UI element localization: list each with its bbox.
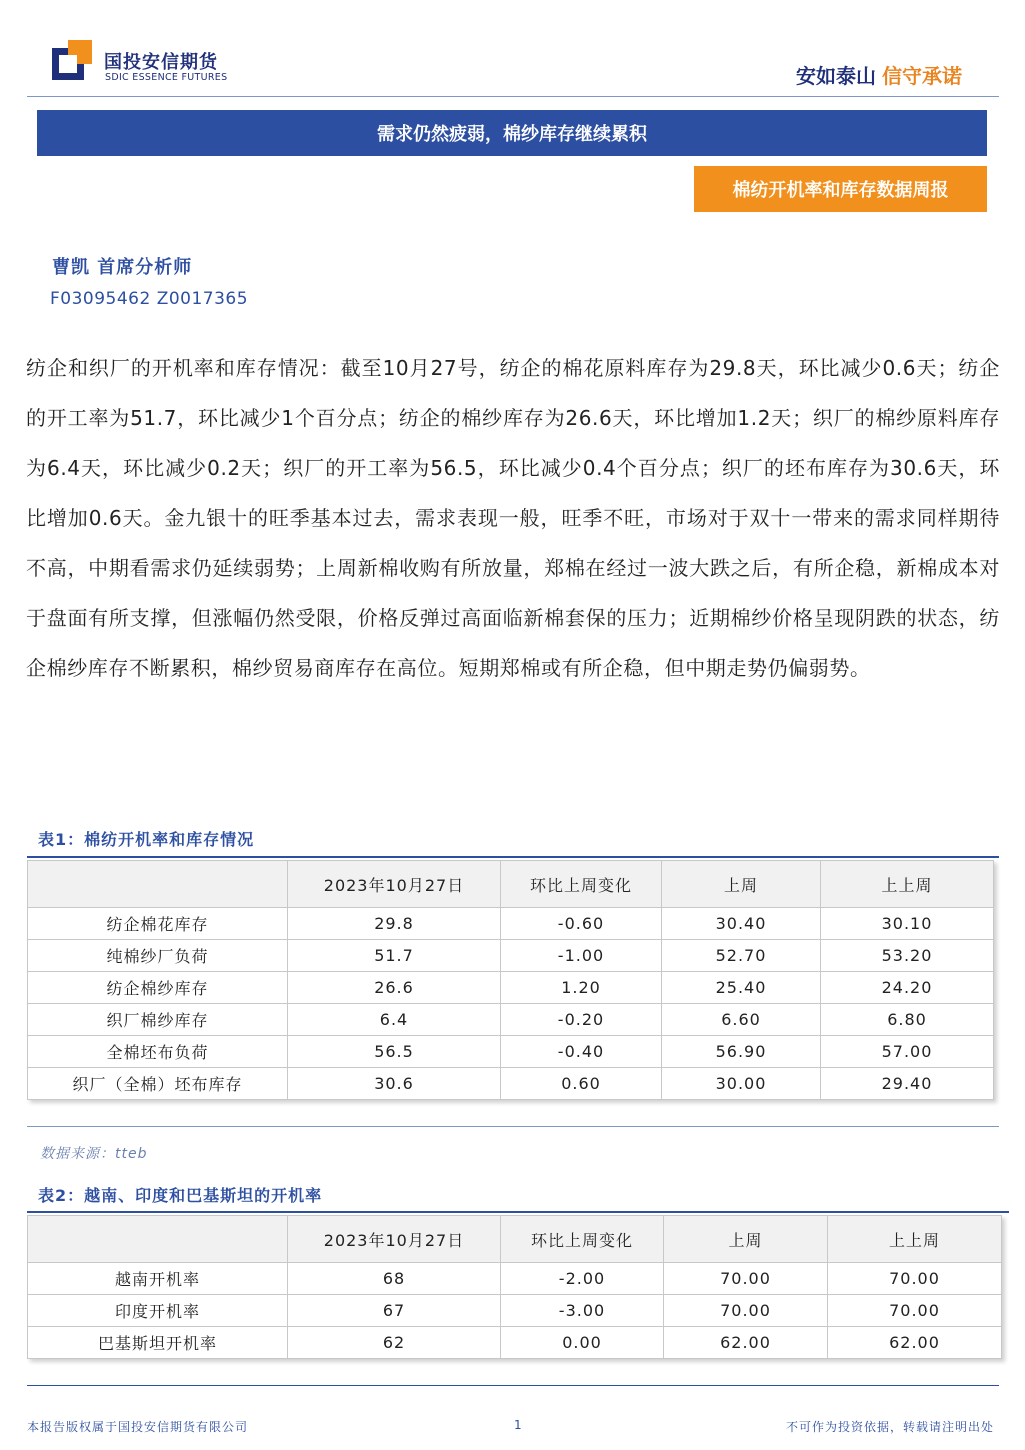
table-cell: 30.00 bbox=[662, 1068, 821, 1100]
table-cell: 68 bbox=[288, 1263, 501, 1295]
analyst-name: 曹凯 首席分析师 bbox=[52, 257, 193, 278]
table-cell: 62.00 bbox=[664, 1327, 828, 1359]
table-header-row bbox=[28, 861, 994, 908]
table-cell: -3.00 bbox=[501, 1295, 664, 1327]
table-header-cell: 上周 bbox=[664, 1216, 828, 1263]
table-header-cell: 2023年10月27日 bbox=[288, 861, 501, 908]
table-cell: 62 bbox=[288, 1327, 501, 1359]
company-logo-mark bbox=[52, 40, 92, 80]
table-cell: 56.90 bbox=[662, 1036, 821, 1068]
table-cell: 70.00 bbox=[828, 1263, 1002, 1295]
table-cell: 57.00 bbox=[821, 1036, 994, 1068]
table-row bbox=[28, 972, 994, 1004]
table-cell: 70.00 bbox=[664, 1295, 828, 1327]
table-cell: 51.7 bbox=[288, 940, 501, 972]
table1-top-rule bbox=[27, 856, 999, 858]
slogan-part1: 安如泰山 bbox=[796, 64, 876, 88]
table-cell: 30.10 bbox=[821, 908, 994, 940]
table-cell: 25.40 bbox=[662, 972, 821, 1004]
table-row bbox=[28, 908, 994, 940]
table-row bbox=[28, 1036, 994, 1068]
report-title: 需求仍然疲弱，棉纱库存继续累积 bbox=[37, 110, 987, 156]
table-cell: 30.6 bbox=[288, 1068, 501, 1100]
table-row bbox=[28, 1295, 1002, 1327]
table-header-cell: 2023年10月27日 bbox=[288, 1216, 501, 1263]
company-name-cn: 国投安信期货 bbox=[104, 52, 218, 73]
table-cell: 6.60 bbox=[662, 1004, 821, 1036]
table-header-cell: 环比上周变化 bbox=[501, 861, 662, 908]
table-cell: -0.60 bbox=[501, 908, 662, 940]
summary-paragraph: 纺企和织厂的开机率和库存情况：截至10月27号，纺企的棉花原料库存为29.8天，环比减少0.6天；纺企的开工率为51.7，环比减少1个百分点；纺企的棉纱库存为26.6天，环比增加1.2天；织厂的棉纱原料库存为6.4天，环比减少0.2天；织厂的开工率为56.5，环比减少0.4个百分点；织厂的坯布库存为30.6天，环比增加0.6天。金九银十的旺季基本过去，需求表现一般，旺季不旺，市场对于双十一带来的需求同样期待不高，中期看需求仍延续弱势；上周新棉收购有所放量，郑棉在经过一波大跌之后，有所企稳，新棉成本对于盘面有所支撑，但涨幅仍然受限，价格反弹过高面临新棉套保的压力；近期棉纱价格呈现阴跌的状态，纺企棉纱库存不断累积，棉纱贸易商库存在高位。短期郑棉或有所企稳，但中期走势仍偏弱势。 bbox=[26, 356, 1000, 680]
table-row bbox=[28, 1068, 994, 1100]
table-cell: 70.00 bbox=[664, 1263, 828, 1295]
table-cell: 26.6 bbox=[288, 972, 501, 1004]
table2 bbox=[27, 1215, 1002, 1359]
row-label: 纺企棉纱库存 bbox=[28, 972, 288, 1004]
table1-title: 表1：棉纺开机率和库存情况 bbox=[38, 830, 255, 849]
slogan bbox=[796, 60, 962, 89]
table-cell: 6.80 bbox=[821, 1004, 994, 1036]
table-row bbox=[28, 1327, 1002, 1359]
row-label: 全棉坯布负荷 bbox=[28, 1036, 288, 1068]
table-cell: 67 bbox=[288, 1295, 501, 1327]
table-cell: 62.00 bbox=[828, 1327, 1002, 1359]
table2-title: 表2：越南、印度和巴基斯坦的开机率 bbox=[38, 1186, 323, 1205]
table-cell: 52.70 bbox=[662, 940, 821, 972]
footer-copyright: 本报告版权属于国投安信期货有限公司 bbox=[27, 1420, 249, 1434]
table-cell: 53.20 bbox=[821, 940, 994, 972]
table-cell: 24.20 bbox=[821, 972, 994, 1004]
table-header-cell: 上上周 bbox=[828, 1216, 1002, 1263]
table-cell: -1.00 bbox=[501, 940, 662, 972]
table1-bottom-rule bbox=[27, 1126, 999, 1127]
table-cell: 1.20 bbox=[501, 972, 662, 1004]
row-label: 织厂棉纱库存 bbox=[28, 1004, 288, 1036]
table2-top-rule bbox=[27, 1211, 1009, 1213]
footer-disclaimer: 不可作为投资依据，转载请注明出处 bbox=[785, 1420, 994, 1434]
table-cell: 0.60 bbox=[501, 1068, 662, 1100]
report-type-badge: 棉纺开机率和库存数据周报 bbox=[694, 166, 987, 212]
company-name-en: SDIC ESSENCE FUTURES bbox=[105, 72, 228, 83]
analyst-cert-ids: F03095462 Z0017365 bbox=[50, 289, 249, 309]
table-header-row bbox=[28, 1216, 1002, 1263]
page-number: 1 bbox=[514, 1418, 522, 1432]
table-header-cell bbox=[28, 1216, 288, 1263]
table-cell: -2.00 bbox=[501, 1263, 664, 1295]
table-row bbox=[28, 1004, 994, 1036]
header-divider bbox=[27, 96, 999, 97]
data-source-note: 数据来源：tteb bbox=[40, 1146, 148, 1162]
table-cell: 29.40 bbox=[821, 1068, 994, 1100]
row-label: 织厂（全棉）坯布库存 bbox=[28, 1068, 288, 1100]
table-cell: 56.5 bbox=[288, 1036, 501, 1068]
table-cell: 6.4 bbox=[288, 1004, 501, 1036]
table-row bbox=[28, 1263, 1002, 1295]
table-cell: 0.00 bbox=[501, 1327, 664, 1359]
table-row bbox=[28, 940, 994, 972]
table1 bbox=[27, 860, 994, 1100]
table-header-cell: 环比上周变化 bbox=[501, 1216, 664, 1263]
table-cell: 70.00 bbox=[828, 1295, 1002, 1327]
table-cell: -0.20 bbox=[501, 1004, 662, 1036]
table-cell: 30.40 bbox=[662, 908, 821, 940]
slogan-part2: 信守承诺 bbox=[882, 64, 962, 88]
table-header-cell: 上上周 bbox=[821, 861, 994, 908]
table-header-cell bbox=[28, 861, 288, 908]
table-cell: -0.40 bbox=[501, 1036, 662, 1068]
table-header-cell: 上周 bbox=[662, 861, 821, 908]
row-label: 纯棉纱厂负荷 bbox=[28, 940, 288, 972]
row-label: 纺企棉花库存 bbox=[28, 908, 288, 940]
table-cell: 29.8 bbox=[288, 908, 501, 940]
row-label: 巴基斯坦开机率 bbox=[28, 1327, 288, 1359]
footer-divider bbox=[27, 1385, 999, 1386]
row-label: 印度开机率 bbox=[28, 1295, 288, 1327]
row-label: 越南开机率 bbox=[28, 1263, 288, 1295]
